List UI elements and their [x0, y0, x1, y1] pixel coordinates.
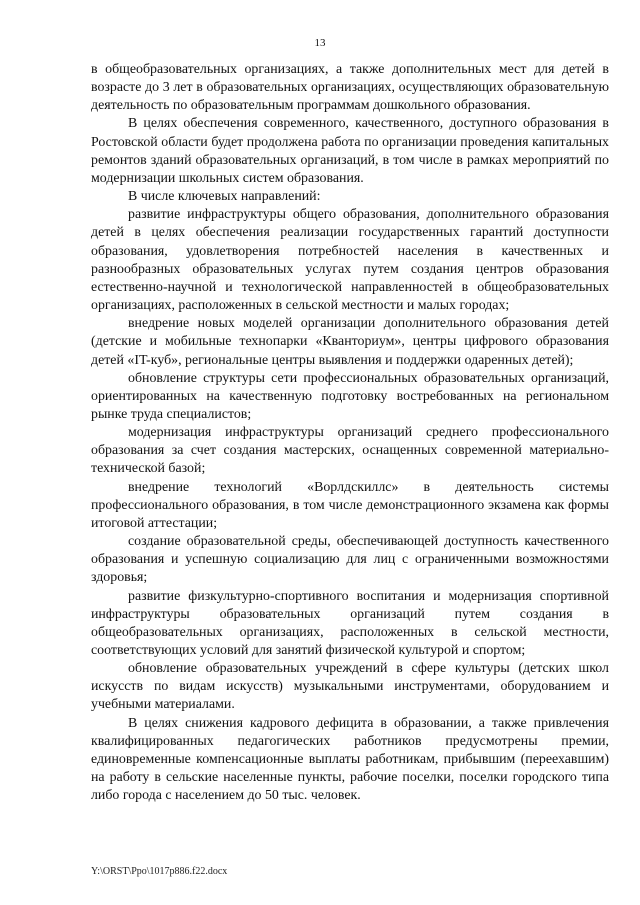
paragraph-key-directions-heading: В числе ключевых направлений:: [128, 189, 321, 205]
list-item-worldskills: внедрение технологий «Ворлдскиллс» в деятельность системы профессионального образования, в том числе демонстрационного экзамена как формы итоговой аттестации;: [91, 479, 609, 531]
footer-file-path: Y:\ORST\Ppo\1017p886.f22.docx: [91, 866, 228, 877]
document-body: [91, 61, 609, 805]
list-item-network-structure: обновление структуры сети профессиональных образовательных организаций, ориентированных на качественную подготовку востребованных на региональном рынке труда специалистов;: [91, 370, 609, 422]
list-item-spo-modernization: модернизация инфраструктуры организаций среднего профессионального образования за счет создания мастерских, оснащенных современной материально-технической базой;: [91, 425, 609, 477]
paragraph-capital-repairs: В целях обеспечения современного, качественного, доступного образования в Ростовской области будет продолжена работа по организации проведения капитальных ремонтов зданий образовательных организаций, в том числе в рамках мероприятий по модернизации школьных систем образования.: [91, 116, 609, 186]
list-item-infrastructure: развитие инфраструктуры общего образования, дополнительного образования детей в целях обеспечения реализации государственных гарантий доступности образования, удовлетворения потребностей населения в качественных и разнообразных образовательных услугах путем создания центров образования естественно-научной и технологической направленностей в общеобразовательных организациях, расположенных в сельской местности и малых городах;: [91, 207, 609, 314]
paragraph-staff-shortage: В целях снижения кадрового дефицита в образовании, а также привлечения квалифицированных педагогических работников предусмотрены премии, единовременные компенсационные выплаты работникам, прибывшим (переехавшим) на работу в сельские населенные пункты, рабочие поселки, поселки городского типа либо города с населением до 50 тыс. человек.: [91, 715, 609, 804]
list-item-culture: обновление образовательных учреждений в сфере культуры (детских школ искусств по видам искусств) музыкальными инструментами, оборудованием и учебными материалами.: [91, 661, 609, 713]
list-item-inclusive-environment: создание образовательной среды, обеспечивающей доступность качественного образования и успешную социализацию для лиц с ограниченными возможностями здоровья;: [91, 534, 609, 586]
page-number: 13: [314, 37, 326, 49]
list-item-new-models: внедрение новых моделей организации дополнительного образования детей (детские и мобильные технопарки «Кванториум», центры цифрового образования детей «IT-куб», региональные центры выявления и поддержки одаренных детей);: [91, 316, 609, 368]
paragraph-continuation: в общеобразовательных организациях, а также дополнительных мест для детей в возрасте до 3 лет в образовательных организациях, осуществляющих образовательную деятельность по образовательным программам дошкольного образования.: [91, 62, 609, 114]
list-item-sports: развитие физкультурно-спортивного воспитания и модернизация спортивной инфраструктуры образовательных организаций путем создания в общеобразовательных организациях, расположенных в сельской местности, соответствующих условий для занятий физической культурой и спортом;: [91, 588, 609, 658]
